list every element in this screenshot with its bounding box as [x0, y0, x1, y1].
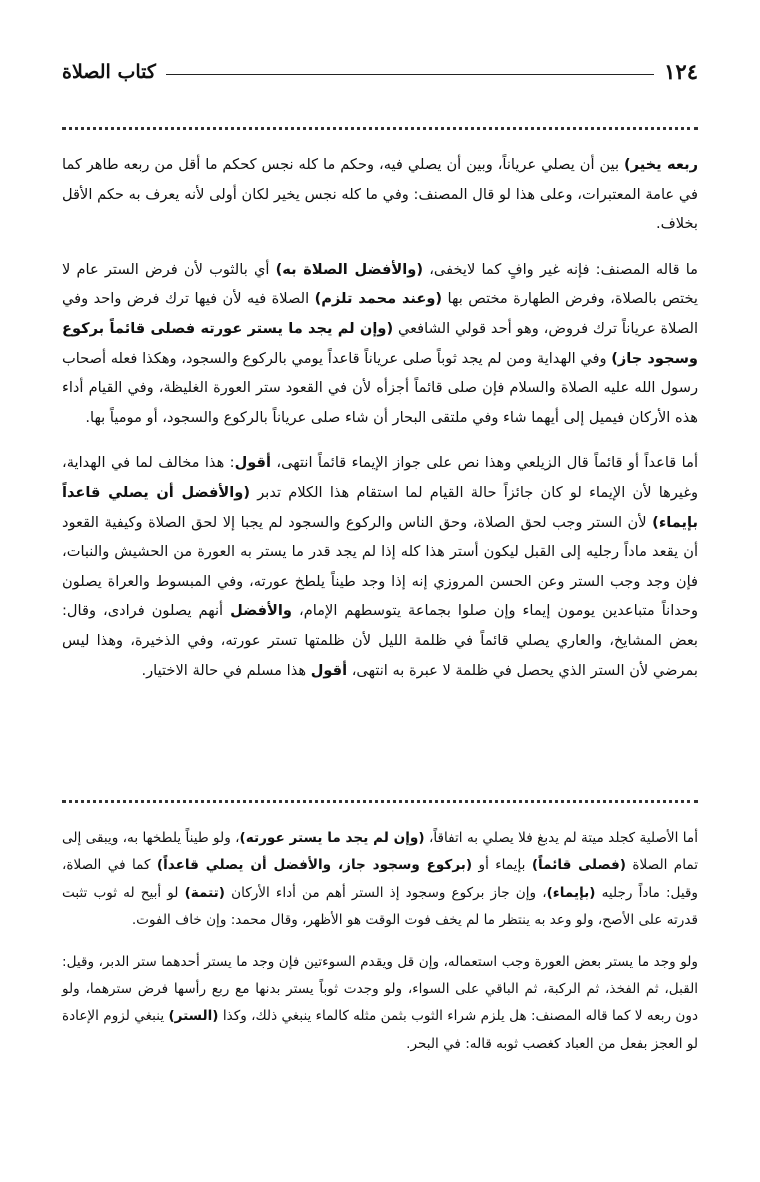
emphasis: (تتمة) [184, 884, 225, 901]
text-run: أما الأصلية كجلد ميتة لم يدبغ فلا يصلي به اتفاقاً، [424, 830, 698, 846]
text-run: أما قاعداً أو قائماً قال الزيلعي وهذا نص على جواز الإيماء قائماً انتهى، [270, 454, 698, 472]
text-run: ، وإن جاز بركوع وسجود إذ الستر أهم من أداء الأركان [225, 884, 547, 901]
text-run: أنهم يصلون فرادى، وقال: بعض المشايخ، والعاري يصلي قائماً في ظلمة الليل لأن ظلمتها تستر عورته، وفي الذخيرة، وهذا ليس بمرضي لأن الستر الذي يحصل في ظلمة لا عبرة به انتهى، [62, 602, 698, 679]
text-run: وفي الهداية ومن لم يجد ثوباً صلى عرياناً قاعداً يومي بالركوع والسجود، وهكذا فعله أصحاب رسول الله عليه الصلاة والسلام فإن صلى قائماً أجزأه لأن في القعود ستر العورة الغليظة، وفي القيام أداء هذه الأركان فيميل إلى أيهما شاء وفي ملتقى البحار أن شاء صلى عرياناً بالركوع والسجود، أو مومياً بها. [62, 349, 698, 426]
book-title: كتاب الصلاة [62, 61, 156, 83]
text-run: بين أن يصلي عرياناً، وبين أن يصلي فيه، وحكم ما كله نجس كحكم ما أقل من ربعه طاهر كما في عامة المعتبرات، وعلى هذا لو قال المصنف: وفي ما كله نجس يخير لكان أولى لأنه يعرف به حكم الأقل بخلاف. [62, 156, 698, 233]
upper-text-block [62, 150, 698, 685]
text-run: لأن الستر وجب لحق الصلاة، وحق الناس والركوع والسجود لم يجبا إلا لحق الصلاة وكيفية القعود أن يقعد ماداً رجليه إلى القبل ليكون أستر هذا كله إذا لم يجد قدر ما يستر به العورة من الحشيش والنبات، فإن وجد وجب الستر وعن الحسن المروزي إنه إذا وجد طيناً يلطخ عورته، وفي المبسوط والعراة يصلون وحداناً متباعدين يومون إيماء وإن صلوا بجماعة يتوسطهم الإمام، [62, 513, 698, 620]
text-run: ينبغي لزوم الإعادة لو العجز بفعل من العباد كغصب ثوبه قاله: في البحر. [62, 1008, 698, 1052]
lower-text-block [62, 825, 698, 1058]
text-run: ولو وجد ما يستر بعض العورة وجب استعماله، وإن قل ويقدم السوءتين فإن وجد ما يستر أحدهما ستر الدبر، وقيل: القبل، ثم الفخذ، ثم الركبة، ثم الباقي على السواء، ولو وجدت ثوباً يستر بدنها مع ربع رأسها فرض سترهما، ولو دون ربعه لا كما قاله المصنف: هل يلزم شراء الثوب بثمن مثله كالماء ينبغي ذلك، وكذا [62, 953, 699, 1025]
emphasis: (والأفضل أن يصلي قاعداً بإيماء) [62, 483, 698, 531]
emphasis: (فصلى قائماً) [531, 857, 626, 874]
upper-paragraph-1 [62, 150, 698, 239]
upper-paragraph-3 [62, 448, 698, 685]
emphasis: (الستر) [168, 1008, 219, 1025]
emphasis: والأفضل [230, 602, 292, 620]
page-number: ١٢٤ [664, 59, 698, 84]
emphasis: (والأفضل الصلاة به) [275, 260, 424, 278]
text-run: الصلاة فيه لأن فيها ترك فرض واحد وفي الصلاة عرياناً ترك فروض، وهو أحد قولي الشافعي [62, 290, 699, 337]
text-run: ، ولو طيناً يلطخها به، ويبقى إلى تمام الصلاة [62, 830, 698, 874]
text-run: كما في الصلاة، وقيل: ماداً رجليه [62, 857, 699, 901]
emphasis: (بإيماء) [546, 884, 596, 901]
text-run: بإيماء أو [472, 857, 532, 874]
text-run: أي بالثوب لأن فرض الستر عام لا يختص بالصلاة، وفرض الطهارة مختص بها [62, 260, 698, 308]
emphasis: ربعه يخير) [623, 156, 698, 173]
emphasis: (بركوع وسجود جاز، والأفضل أن يصلي قاعداً) [156, 857, 473, 874]
header-rule [166, 74, 654, 75]
upper-paragraph-2 [62, 255, 698, 433]
text-run: ما قاله المصنف: فإنه غير وافٍ كما لايخفى، [423, 260, 698, 278]
emphasis: أقول [234, 454, 271, 472]
text-run: لو أبيح له ثوب تثبت قدرته على الأصح، ولو وعد به ينتظر ما لم يخف فوت الوقت هو الأظهر، وقال محمد: وإن خاف الفوت. [62, 884, 698, 929]
lower-paragraph-1 [62, 825, 698, 935]
emphasis: (وإن لم يجد ما يستر عورته) [239, 830, 425, 846]
page-header [62, 50, 698, 82]
dotted-divider-top [62, 127, 698, 134]
text-run: هذا مسلم في حالة الاختيار. [141, 661, 311, 679]
lower-paragraph-2 [62, 949, 698, 1059]
emphasis: (وعند محمد تلزم) [314, 290, 443, 308]
emphasis: أقول [310, 661, 348, 679]
emphasis: (وإن لم يجد ما يستر عورته فصلى قائماً بركوع وسجود جاز) [62, 319, 698, 367]
text-run: : هذا مخالف لما في الهداية، وغيرها لأن الإيماء لو كان جائزاً حالة القيام لما استقام هذا الكلام تدبر [62, 454, 699, 501]
dotted-divider-middle [62, 800, 698, 807]
